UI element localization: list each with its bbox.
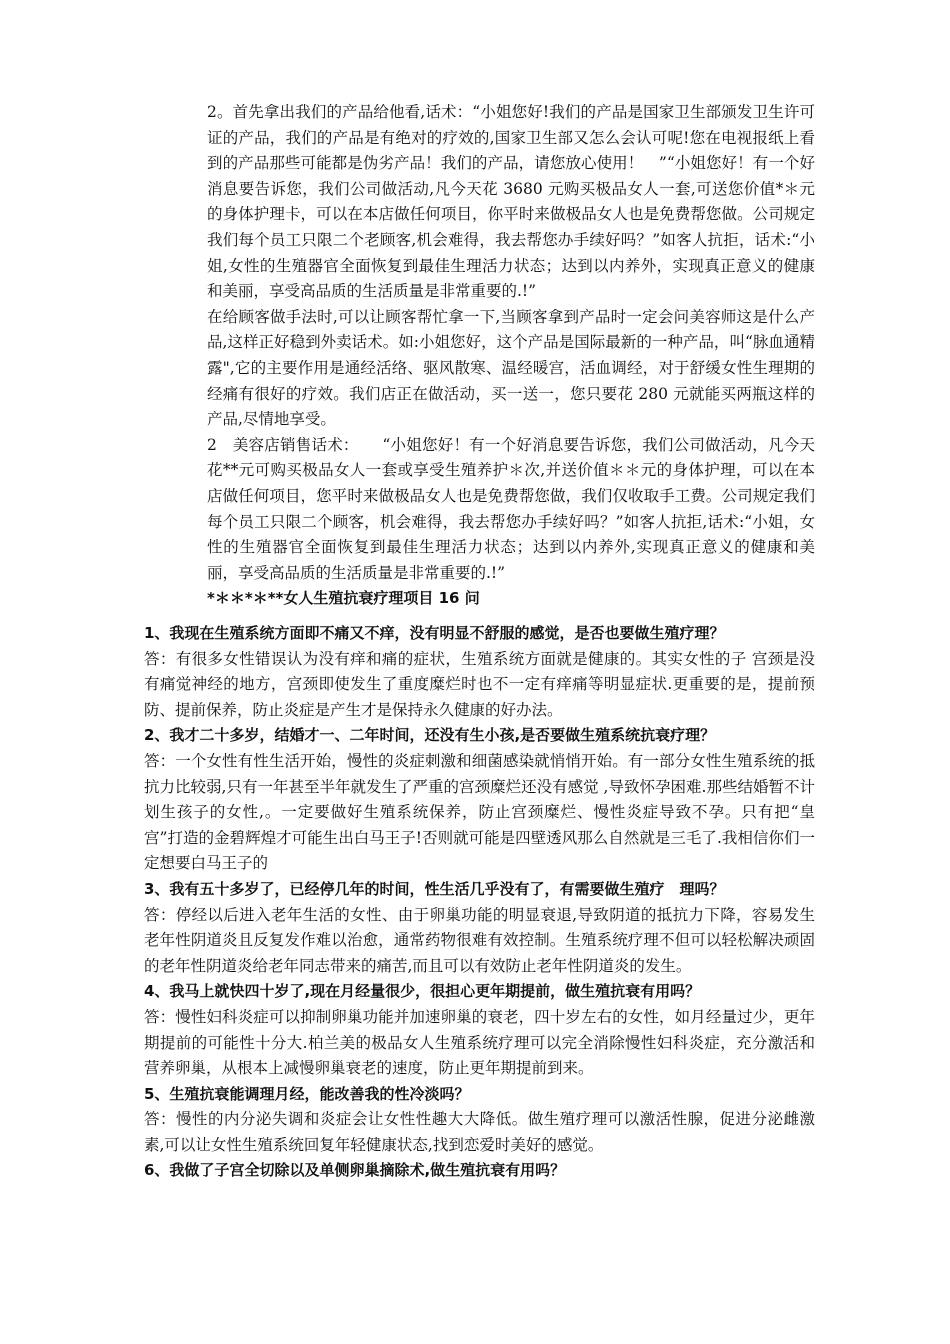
intro-section — [207, 100, 815, 612]
intro-paragraph-1: 2。首先拿出我们的产品给他看,话术：“小姐您好!我们的产品是国家卫生部颁发卫生许可证的产品，我们的产品是有绝对的疗效的,国家卫生部又怎么会认可呢!您在电视报纸上看到的产品那些可能都是伪劣产品！我们的产品，请您放心使用！ ”“小姐您好！有一个好消息要告诉您，我们公司做活动,凡今天花 3680 元购买极品女人一套,可送您价值*＊元的身体护理卡，可以在本店做任何项目，你平时来做极品女人也是免费帮您做。公司规定我们每个员工只限二个老顾客,机会难得，我去帮您办手续好吗？”如客人抗拒，话术:“小姐,女性的生殖器官全面恢复到最佳生理活力状态；达到以内养外，实现真正意义的健康和美丽，享受高品质的生活质量是非常重要的.!” — [207, 103, 815, 301]
section-title: *＊＊*＊**女人生殖抗衰疗理项目 16 问 — [207, 589, 480, 608]
answer-3: 答：停经以后进入老年生活的女性、由于卵巢功能的明显衰退,导致阴道的抵抗力下降，容易发生老年性阴道炎且反复发作难以治愈，通常药物很难有效控制。生殖系统疗理不但可以轻松解决顽固的老年性阴道炎给老年同志带来的痛苦,而且可以有效防止老年性阴道炎的发生。 — [144, 905, 815, 975]
question-2: 2、我才二十多岁，结婚才一、二年时间，还没有生小孩,是否要做生殖系统抗衰疗理？ — [144, 726, 716, 745]
question-6: 6、我做了子宫全切除以及单侧卵巢摘除术,做生殖抗衰有用吗？ — [144, 1161, 566, 1180]
intro-paragraph-3: 2 美容店销售话术： “小姐您好！有一个好消息要告诉您，我们公司做活动，凡今天花**元可购买极品女人一套或享受生殖养护＊次,并送价值＊＊元的身体护理，可以在本店做任何项目，您平时来做极品女人也是免费帮您做，我们仅收取手工费。公司规定我们每个员工只限二个顾客，机会难得，我去帮您办手续好吗？”如客人抗拒,话术:“小姐，女性的生殖器官全面恢复到最佳生理活力状态；达到以内养外,实现真正意义的健康和美丽，享受高品质的生活质量是非常重要的.!” — [207, 435, 815, 582]
answer-5: 答：慢性的内分泌失调和炎症会让女性性趣大大降低。做生殖疗理可以激活性腺，促进分泌雌激素,可以让女性生殖系统回复年轻健康状态,找到恋爱时美好的感觉。 — [144, 1110, 815, 1154]
answer-1: 答：有很多女性错误认为没有痒和痛的症状，生殖系统方面就是健康的。其实女性的子 宫颈是没有痛觉神经的地方，宫颈即使发生了重度糜烂时也不一定有痒痛等明显症状.更重要的是，提前预防、提前保养，防止炎症是产生才是保持永久健康的好办法。 — [144, 649, 815, 719]
question-1: 1、我现在生殖系统方面即不痛又不痒，没有明显不舒服的感觉，是否也要做生殖疗理？ — [144, 624, 725, 642]
answer-4: 答：慢性妇科炎症可以抑制卵巢功能并加速卵巢的衰老，四十岁左右的女性，如月经量过少，更年期提前的可能性十分大.柏兰美的极品女人生殖系统疗理可以完全消除慢性妇科炎症，充分激活和营养卵巢，从根本上减慢卵巢衰老的速度，防止更年期提前到来。 — [144, 1007, 815, 1078]
intro-paragraph-2: 在给顾客做手法时,可以让顾客帮忙拿一下,当顾客拿到产品时一定会问美容师这是什么产品,这样正好稳到外卖话术。如:小姐您好，这个产品是国际最新的一种产品，叫“脉血通精露",它的主要作用是通经活络、驱风散寒、温经暖宫，活血调经，对于舒缓女性生理期的经痛有很好的疗效。我们店正在做活动，买一送一，您只要花 280 元就能买两瓶这样的产品,尽情地享受。 — [207, 307, 815, 429]
question-3: 3、我有五十多岁了，已经停几年的时间，性生活几乎没有了，有需要做生殖疗 理吗？ — [144, 879, 725, 898]
answer-2: 答：一个女性有性生活开始，慢性的炎症刺激和细菌感染就悄悄开始。有一部分女性生殖系统的抵抗力比较弱,只有一年甚至半年就发生了严重的宫颈糜烂还没有感觉 ,导致怀孕困难.那些结婚暂不计划生孩子的女性,。一定要做好生殖系统保养，防止宫颈糜烂、慢性炎症导致不孕。只有把“皇宫”打造的金碧辉煌才可能生出白马王子!否则就可能是四壁透风那么自然就是三毛了.我相信你们一定想要白马王子的 — [144, 751, 815, 873]
qa-section — [144, 621, 815, 1184]
question-5: 5、生殖抗衰能调理月经，能改善我的性冷淡吗？ — [144, 1084, 470, 1103]
question-4: 4、我马上就快四十岁了,现在月经量很少，很担心更年期提前，做生殖抗衰有用吗？ — [144, 982, 701, 1001]
